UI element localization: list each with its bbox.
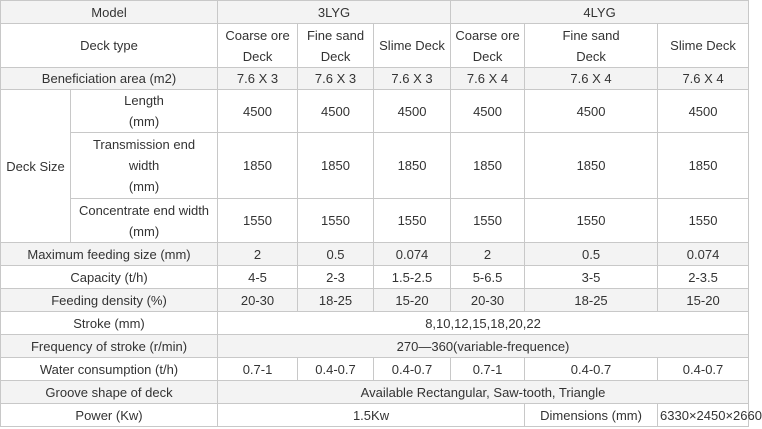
value-cell: 7.6 X 4	[451, 68, 525, 90]
deck-type-row	[1, 24, 749, 68]
value-cell: 7.6 X 3	[218, 68, 298, 90]
value-cell: 1550	[525, 199, 658, 243]
value-cell: 1850	[451, 133, 525, 199]
beneficiation-area-row	[1, 68, 749, 90]
value-cell: 0.5	[298, 243, 374, 266]
value-cell: 0.4-0.7	[298, 358, 374, 381]
value-cell: 18-25	[525, 289, 658, 312]
value-cell: 4500	[298, 90, 374, 133]
deck-type-label: Deck type	[1, 24, 218, 68]
value-cell: 15-20	[658, 289, 749, 312]
feeding-density-row	[1, 289, 749, 312]
value-cell: 1550	[658, 199, 749, 243]
deck-type-cell: Slime Deck	[658, 24, 749, 68]
value-cell: 1850	[658, 133, 749, 199]
value-cell: 2-3	[298, 266, 374, 289]
value-cell: 7.6 X 3	[374, 68, 451, 90]
value-cell: 0.4-0.7	[658, 358, 749, 381]
value-cell: 1850	[218, 133, 298, 199]
value-cell: 1550	[374, 199, 451, 243]
value-cell: 0.4-0.7	[374, 358, 451, 381]
value-cell: 4500	[374, 90, 451, 133]
row-label: Concentrate end width (mm)	[71, 199, 218, 243]
value-cell: 0.7-1	[451, 358, 525, 381]
groove-shape-row	[1, 381, 749, 404]
row-label: Beneficiation area (m2)	[1, 68, 218, 90]
row-label: Maximum feeding size (mm)	[1, 243, 218, 266]
row-label: Frequency of stroke (r/min)	[1, 335, 218, 358]
model-label: Model	[1, 1, 218, 24]
value-cell: 1.5-2.5	[374, 266, 451, 289]
value-cell: 0.074	[658, 243, 749, 266]
value-cell: 4-5	[218, 266, 298, 289]
row-label: Power (Kw)	[1, 404, 218, 427]
dimensions-value: 6330×2450×2660	[658, 404, 749, 427]
value-cell: 1550	[298, 199, 374, 243]
deck-type-cell: Fine sand Deck	[298, 24, 374, 68]
value-cell: 7.6 X 3	[298, 68, 374, 90]
deck-type-cell: Coarse ore Deck	[451, 24, 525, 68]
value-cell: 18-25	[298, 289, 374, 312]
row-label: Stroke (mm)	[1, 312, 218, 335]
model-3lyg: 3LYG	[218, 1, 451, 24]
power-row	[1, 404, 749, 427]
model-row	[1, 1, 749, 24]
model-4lyg: 4LYG	[451, 1, 749, 24]
dimensions-label: Dimensions (mm)	[525, 404, 658, 427]
value-cell: 1850	[298, 133, 374, 199]
value-cell: 5-6.5	[451, 266, 525, 289]
value-cell: 4500	[658, 90, 749, 133]
value-cell: 3-5	[525, 266, 658, 289]
value-cell: 4500	[525, 90, 658, 133]
value-cell: 4500	[218, 90, 298, 133]
value-cell: 2	[218, 243, 298, 266]
row-label: Feeding density (%)	[1, 289, 218, 312]
row-label: Transmission end width (mm)	[71, 133, 218, 199]
value-cell: 1850	[525, 133, 658, 199]
value-cell: 1.5Kw	[218, 404, 525, 427]
deck-transmission-width-row	[1, 133, 749, 199]
row-label: Length (mm)	[71, 90, 218, 133]
deck-type-cell: Slime Deck	[374, 24, 451, 68]
value-cell: 7.6 X 4	[658, 68, 749, 90]
deck-length-row	[1, 90, 749, 133]
value-cell: Available Rectangular, Saw-tooth, Triangle	[218, 381, 749, 404]
value-cell: 7.6 X 4	[525, 68, 658, 90]
value-cell: 2	[451, 243, 525, 266]
value-cell: 0.4-0.7	[525, 358, 658, 381]
deck-type-cell: Coarse ore Deck	[218, 24, 298, 68]
value-cell: 20-30	[218, 289, 298, 312]
row-label: Groove shape of deck	[1, 381, 218, 404]
value-cell: 0.074	[374, 243, 451, 266]
value-cell: 270—360(variable-frequence)	[218, 335, 749, 358]
capacity-row	[1, 266, 749, 289]
max-feeding-size-row	[1, 243, 749, 266]
deck-concentrate-width-row	[1, 199, 749, 243]
stroke-row	[1, 312, 749, 335]
value-cell: 0.5	[525, 243, 658, 266]
value-cell: 1550	[451, 199, 525, 243]
value-cell: 15-20	[374, 289, 451, 312]
value-cell: 20-30	[451, 289, 525, 312]
row-label: Water consumption (t/h)	[1, 358, 218, 381]
value-cell: 1850	[374, 133, 451, 199]
row-label: Capacity (t/h)	[1, 266, 218, 289]
value-cell: 8,10,12,15,18,20,22	[218, 312, 749, 335]
value-cell: 4500	[451, 90, 525, 133]
deck-type-cell: Fine sand Deck	[525, 24, 658, 68]
value-cell: 0.7-1	[218, 358, 298, 381]
frequency-row	[1, 335, 749, 358]
value-cell: 2-3.5	[658, 266, 749, 289]
water-consumption-row	[1, 358, 749, 381]
value-cell: 1550	[218, 199, 298, 243]
deck-size-label: Deck Size	[1, 90, 71, 243]
